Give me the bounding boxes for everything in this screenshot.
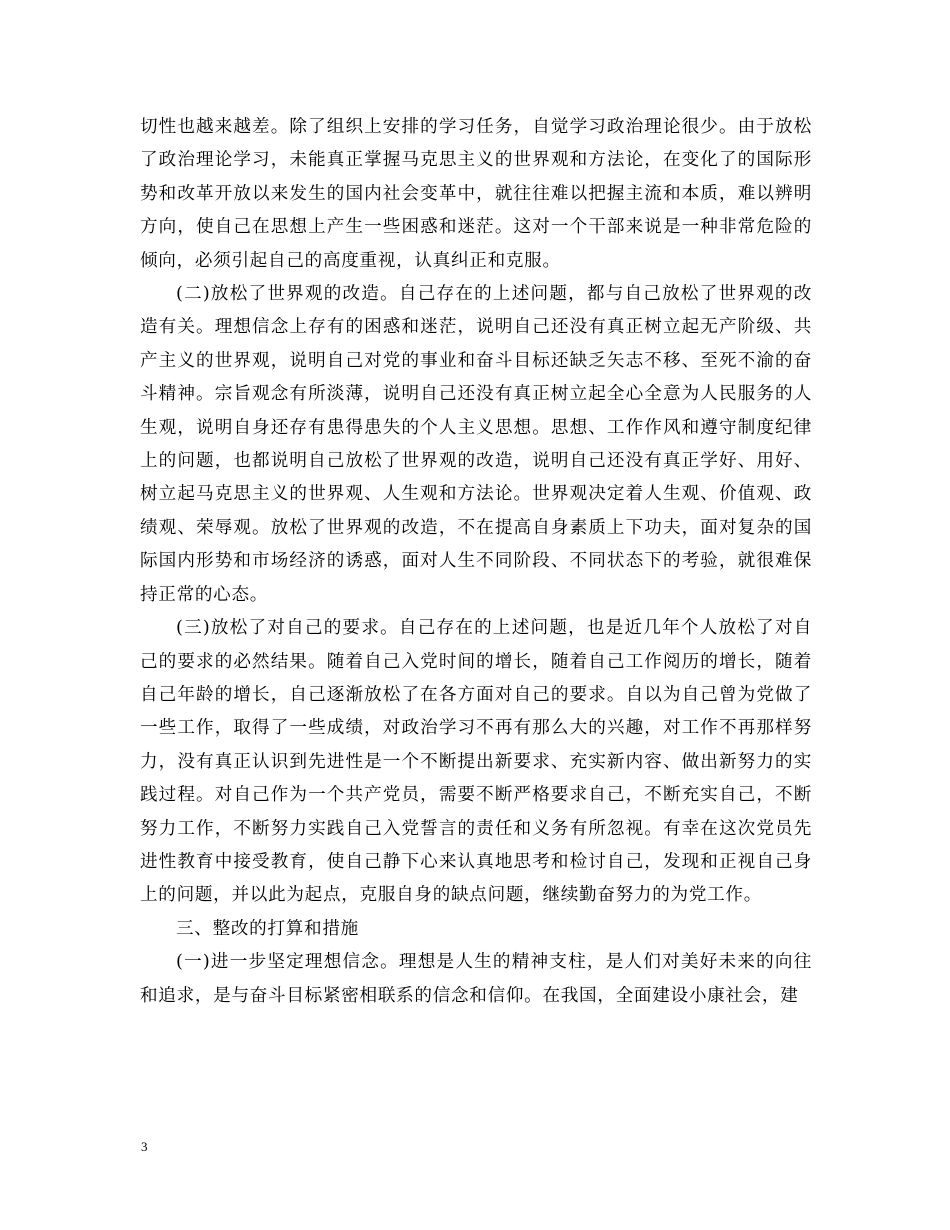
page-number: 3 — [141, 1139, 148, 1154]
document-body — [140, 111, 812, 1013]
section-heading-rectification: 三、整改的打算和措施 — [176, 918, 359, 939]
paragraph-worldview: (二)放松了世界观的改造。自己存在的上述问题，都与自己放松了世界观的改造有关。理想信念上存有的困惑和迷茫，说明自己还没有真正树立起无产阶级、共产主义的世界观，说明自己对党的事业和奋斗目标还缺乏矢志不移、至死不渝的奋斗精神。宗旨观念有所淡薄，说明自己还没有真正树立起全心全意为人民服务的人生观，说明自身还存有患得患失的个人主义思想。思想、工作作风和遵守制度纪律上的问题，也都说明自己放松了世界观的改造，说明自己还没有真正学好、用好、树立起马克思主义的世界观、人生观和方法论。世界观决定着人生观、价值观、政绩观、荣辱观。放松了世界观的改造，不在提高自身素质上下功夫，面对复杂的国际国内形势和市场经济的诱惑，面对人生不同阶段、不同状态下的考验，就很难保持正常的心态。 — [140, 284, 812, 605]
paragraph-continuation: 切性也越来越差。除了组织上安排的学习任务，自觉学习政治理论很少。由于放松了政治理论学习，未能真正掌握马克思主义的世界观和方法论，在变化了的国际形势和改革开放以来发生的国内社会变革中，就往往难以把握主流和本质，难以辨明方向，使自己在思想上产生一些困惑和迷茫。这对一个干部来说是一种非常危险的倾向，必须引起自己的高度重视，认真纠正和克服。 — [140, 117, 812, 271]
paragraph-ideals-beliefs: (一)进一步坚定理想信念。理想是人生的精神支柱，是人们对美好未来的向往和追求，是与奋斗目标紧密相联系的信念和信仰。在我国，全面建设小康社会，建 — [140, 952, 812, 1006]
paragraph-self-requirements: (三)放松了对自己的要求。自己存在的上述问题，也是近几年个人放松了对自己的要求的必然结果。随着自己入党时间的增长，随着自己工作阅历的增长，随着自己年龄的增长，自己逐渐放松了在各方面对自己的要求。自以为自己曾为党做了一些工作，取得了一些成绩，对政治学习不再有那么大的兴趣，对工作不再那样努力，没有真正认识到先进性是一个不断提出新要求、充实新内容、做出新努力的实践过程。对自己作为一个共产党员，需要不断严格要求自己，不断充实自己，不断努力工作，不断努力实践自己入党誓言的责任和义务有所忽视。有幸在这次党员先进性教育中接受教育，使自己静下心来认真地思考和检讨自己，发现和正视自己身上的问题，并以此为起点，克服自身的缺点问题，继续勤奋努力的为党工作。 — [140, 618, 812, 906]
